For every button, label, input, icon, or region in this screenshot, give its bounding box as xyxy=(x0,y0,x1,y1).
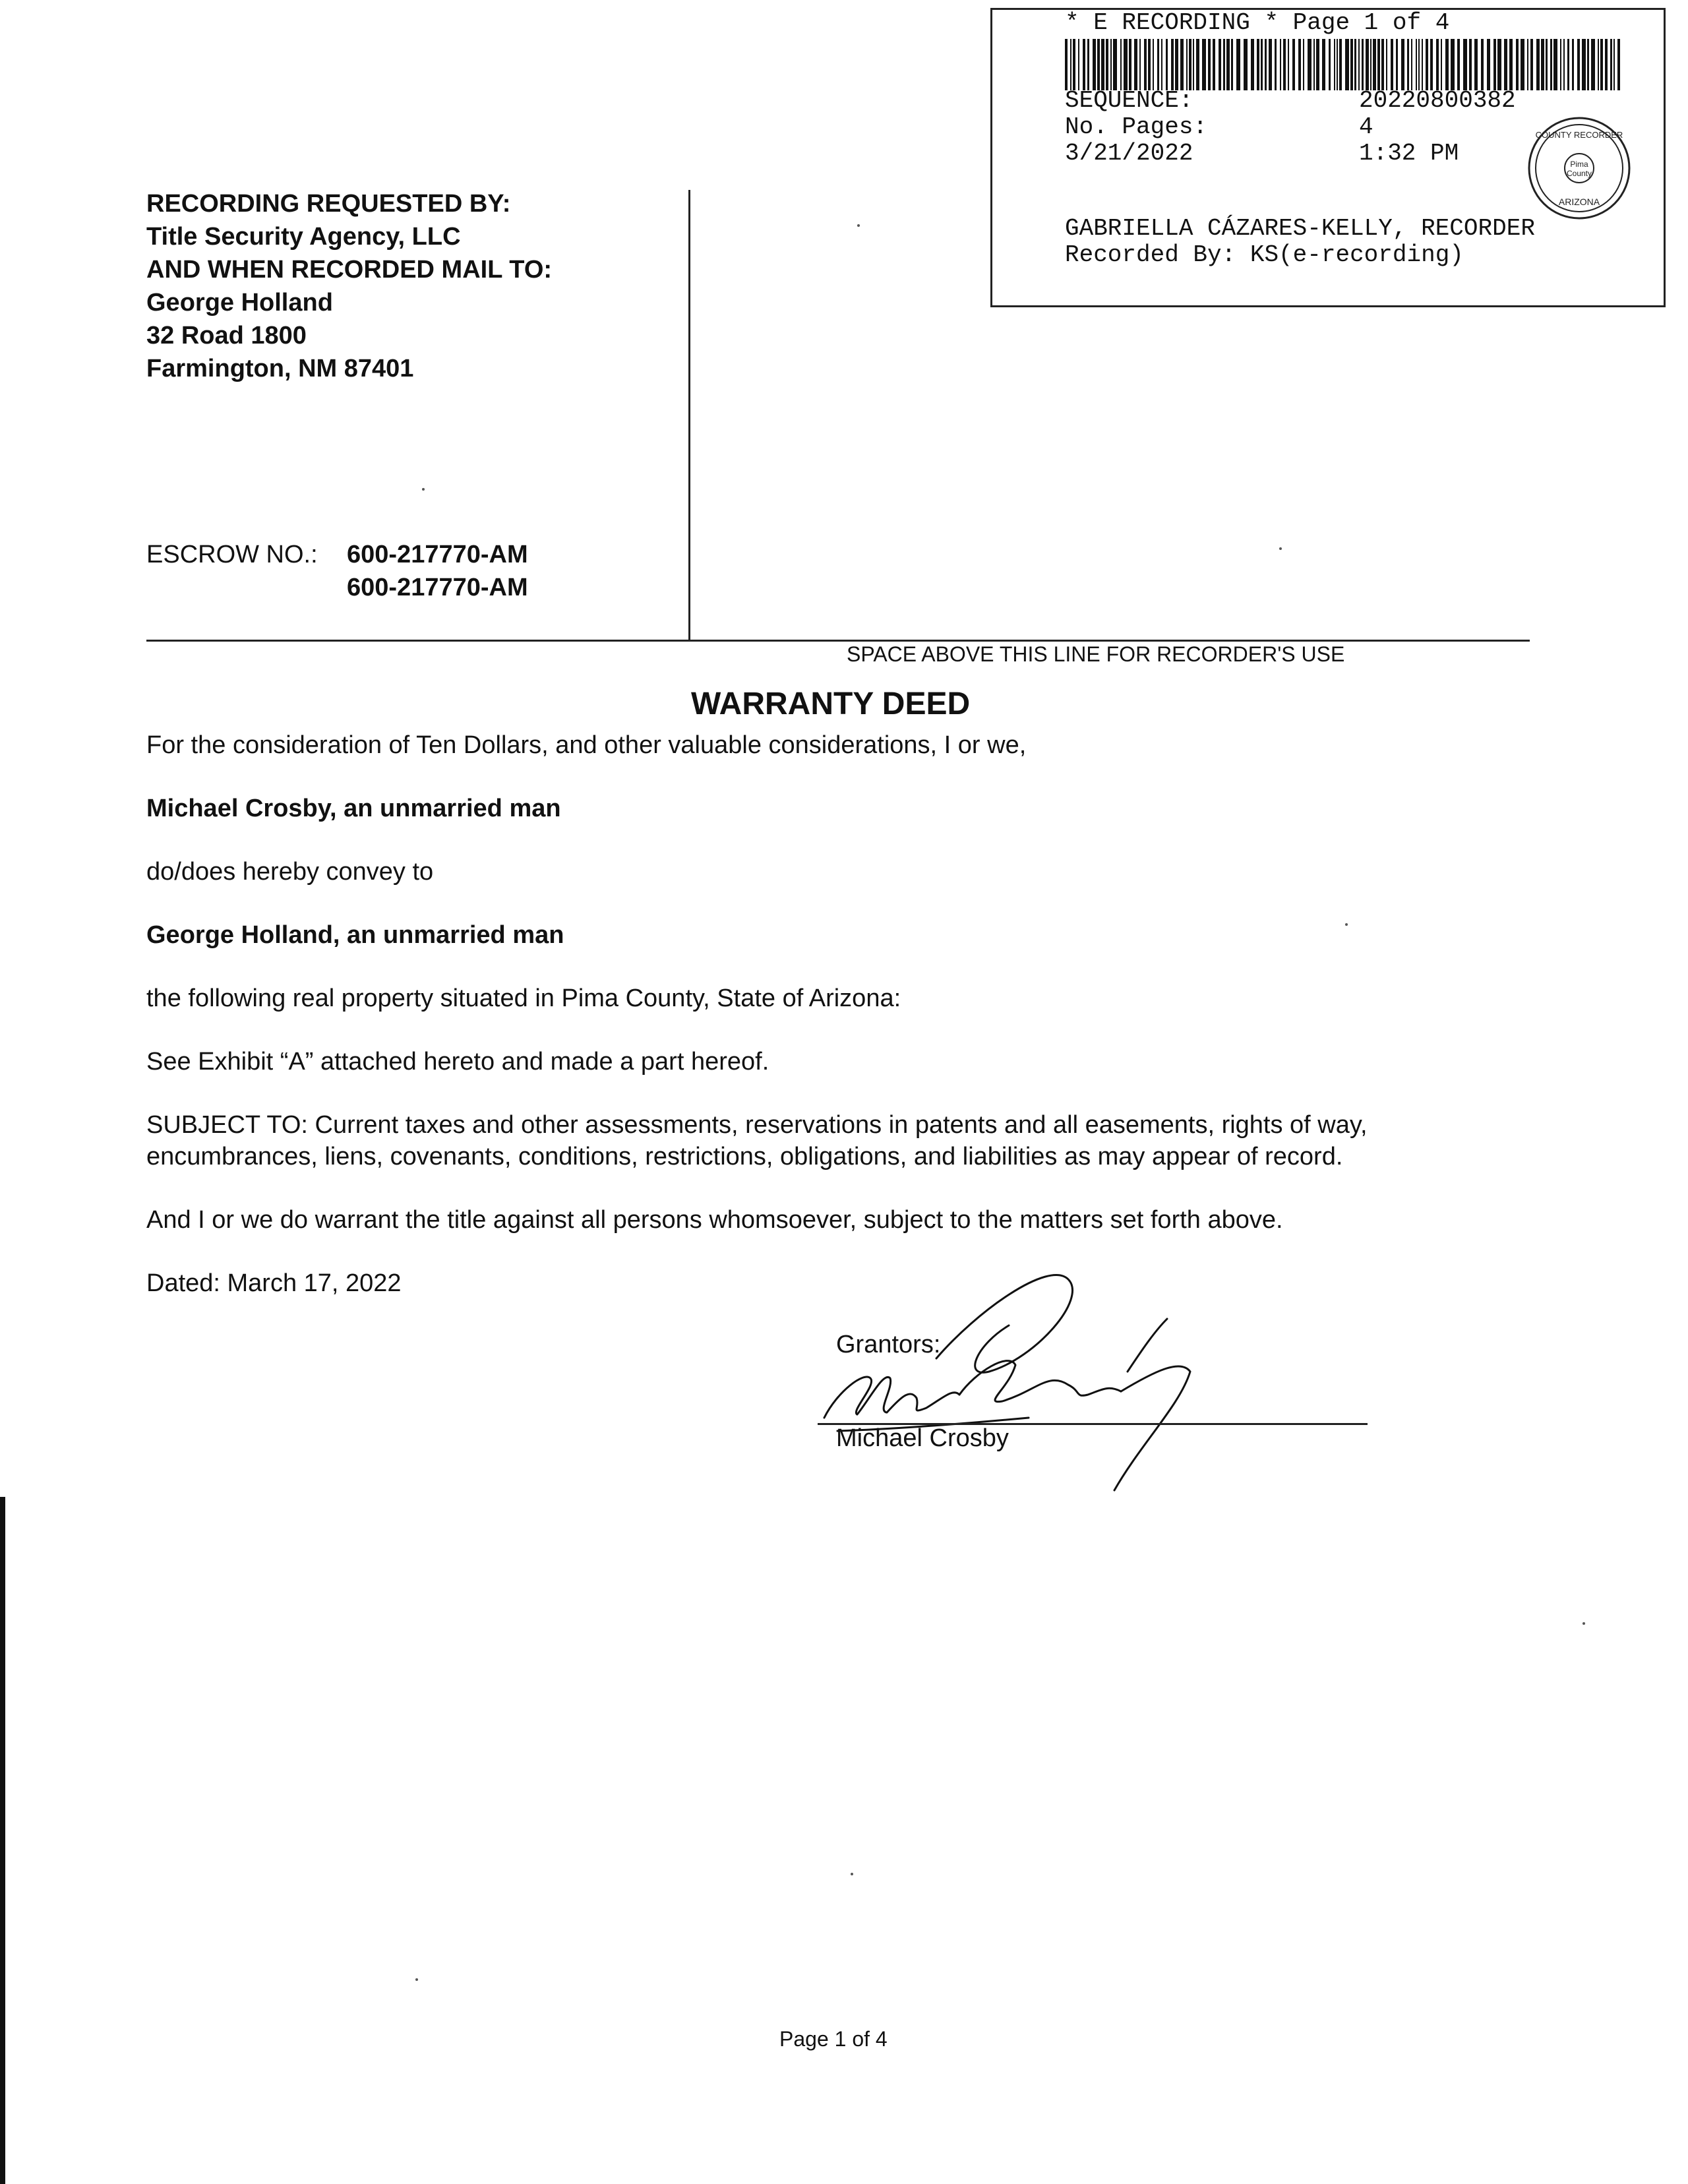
pages-label: No. Pages: xyxy=(1065,113,1208,140)
requested-by: Title Security Agency, LLC xyxy=(146,223,461,251)
escrow-number-2: 600-217770-AM xyxy=(347,574,528,601)
sequence-value: 20220800382 xyxy=(1359,87,1516,114)
record-date: 3/21/2022 xyxy=(1065,140,1193,167)
recorder-name: GABRIELLA CÁZARES-KELLY, RECORDER xyxy=(1065,215,1535,242)
mail-address-line1: 32 Road 1800 xyxy=(146,322,307,349)
convey-text: do/does hereby convey to xyxy=(146,858,434,886)
mail-address-line2: Farmington, NM 87401 xyxy=(146,355,414,382)
subject-to-line1: SUBJECT TO: Current taxes and other assessments, reservations in patents and all easements, rights of way, xyxy=(146,1111,1368,1139)
recorder-stamp xyxy=(990,8,1666,307)
escrow-number-1: 600-217770-AM xyxy=(347,541,528,568)
grantors-label: Grantors: xyxy=(836,1331,941,1358)
page-number: Page 1 of 4 xyxy=(779,2027,888,2051)
county-seal-icon xyxy=(1525,114,1633,222)
requested-by-label: RECORDING REQUESTED BY: xyxy=(146,190,511,218)
record-time: 1:32 PM xyxy=(1359,140,1459,167)
scan-speck xyxy=(851,1873,853,1875)
grantor-text: Michael Crosby, an unmarried man xyxy=(146,795,561,822)
scan-edge-mark xyxy=(0,1497,5,2184)
consideration-text: For the consideration of Ten Dollars, and other valuable considerations, I or we, xyxy=(146,731,1027,759)
stamp-header: * E RECORDING * Page 1 of 4 xyxy=(1065,9,1450,36)
vertical-divider xyxy=(688,190,690,640)
scan-speck xyxy=(422,488,425,491)
subject-to-line2: encumbrances, liens, covenants, conditions, restrictions, obligations, and liabilities as may appear of record. xyxy=(146,1143,1343,1170)
dated-text: Dated: March 17, 2022 xyxy=(146,1269,402,1297)
document-title: WARRANTY DEED xyxy=(691,686,971,721)
scan-speck xyxy=(1279,547,1282,550)
scan-speck xyxy=(1582,1622,1585,1625)
signature-icon xyxy=(811,1273,1233,1497)
svg-text:ARIZONA: ARIZONA xyxy=(1558,197,1600,207)
warrant-text: And I or we do warrant the title against all persons whomsoever, subject to the matters set forth above. xyxy=(146,1206,1283,1234)
escrow-label: ESCROW NO.: xyxy=(146,541,318,568)
sequence-label: SEQUENCE: xyxy=(1065,87,1193,114)
recorder-use-caption: SPACE ABOVE THIS LINE FOR RECORDER'S USE xyxy=(847,642,1345,666)
pages-value: 4 xyxy=(1359,113,1373,140)
mail-name: George Holland xyxy=(146,289,333,317)
signer-name: Michael Crosby xyxy=(836,1424,1009,1452)
scan-speck xyxy=(1345,923,1348,926)
scan-speck xyxy=(857,224,860,227)
mail-to-label: AND WHEN RECORDED MAIL TO: xyxy=(146,256,553,284)
recorded-by: Recorded By: KS(e-recording) xyxy=(1065,241,1464,268)
property-text: the following real property situated in Pima County, State of Arizona: xyxy=(146,985,901,1012)
svg-text:COUNTY RECORDER: COUNTY RECORDER xyxy=(1535,130,1623,140)
svg-text:Pima: Pima xyxy=(1570,160,1588,169)
scan-speck xyxy=(415,1978,418,1981)
svg-text:County: County xyxy=(1566,169,1592,178)
grantee-text: George Holland, an unmarried man xyxy=(146,921,564,949)
exhibit-text: See Exhibit “A” attached hereto and made a part hereof. xyxy=(146,1048,769,1076)
barcode xyxy=(1065,39,1625,90)
